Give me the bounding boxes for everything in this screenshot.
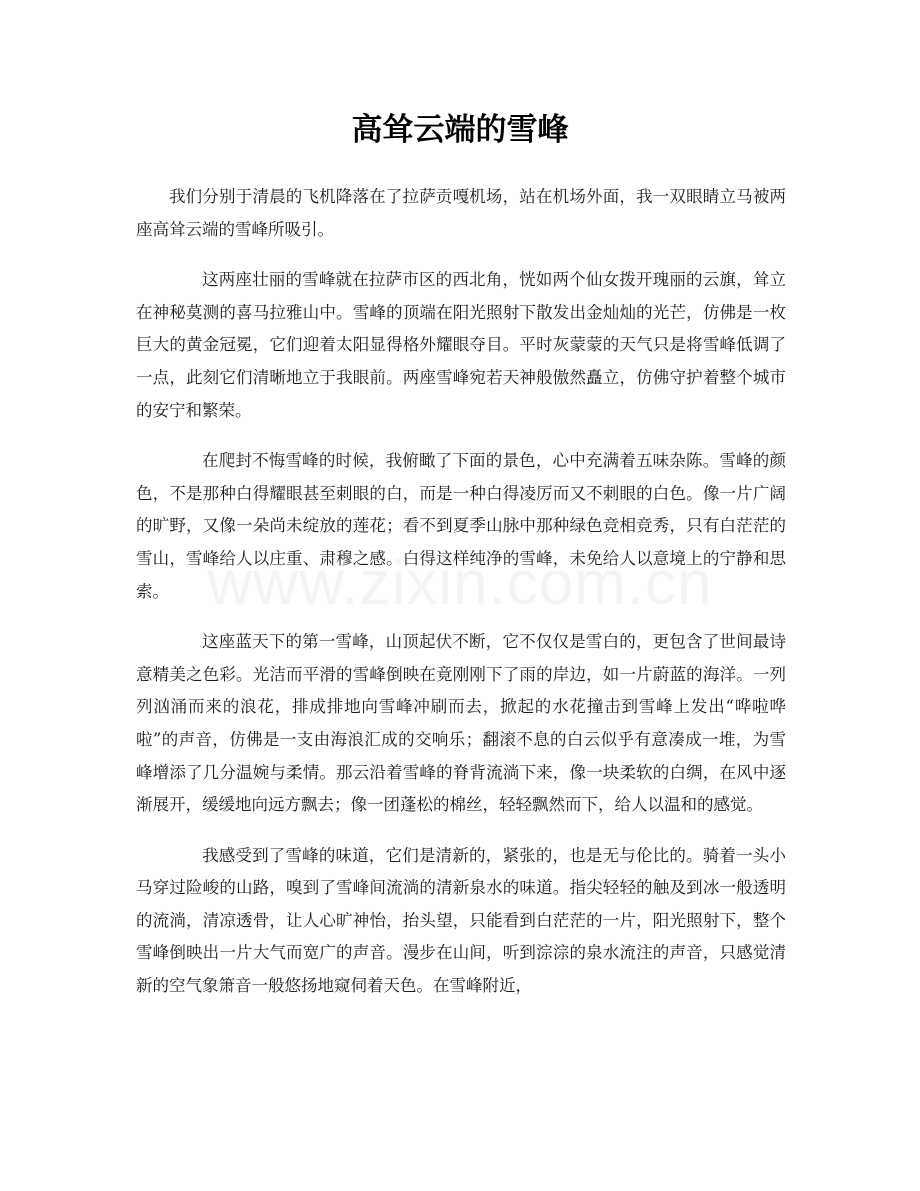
paragraph-4: 这座蓝天下的第一雪峰，山顶起伏不断，它不仅仅是雪白的，更包含了世间最诗意精美之色彩。光洁而平滑的雪峰倒映在竟刚刚下了雨的岸边，如一片蔚蓝的海洋。一列列汹涌而来的浪花，排成排地向雪峰冲刷而去，掀起的水花撞击到雪峰上发出“哗啦哗啦”的声音，仿佛是一支由海浪汇成的交响乐；翻滚不息的白云似乎有意凑成一堆，为雪峰增添了几分温婉与柔情。那云沿着雪峰的脊背流淌下来，像一块柔软的白绸，在风中逐渐展开，缓缓地向远方飘去；像一团蓬松的棉丝，轻轻飘然而下，给人以温和的感觉。: [136, 632, 786, 815]
paragraph-5: 我感受到了雪峰的味道，它们是清新的，紧张的，也是无与伦比的。骑着一头小马穿过险峻的山路，嗅到了雪峰间流淌的清新泉水的味道。指尖轻轻的触及到冰一般透明的流淌，清凉透骨，让人心旷神怡，抬头望，只能看到白茫茫的一片，阳光照射下，整个雪峰倒映出一片大气而宽广的声音。漫步在山间，听到淙淙的泉水流注的声音，只感觉清新的空气象箫音一般悠扬地窥伺着天色。在雪峰附近，: [136, 845, 786, 996]
paragraph-2: 这两座壮丽的雪峰就在拉萨市区的西北角，恍如两个仙女拨开瑰丽的云旗，耸立在神秘莫测的喜马拉雅山中。雪峰的顶端在阳光照射下散发出金灿灿的光芒，仿佛是一枚巨大的黄金冠冕，它们迎着太阳显得格外耀眼夺目。平时灰蒙蒙的天气只是将雪峰低调了一点，此刻它们清晰地立于我眼前。两座雪峰宛若天神般傲然矗立，仿佛守护着整个城市的安宁和繁荣。: [136, 270, 786, 420]
document-body: [136, 181, 786, 1021]
paragraph-3: 在爬封不悔雪峰的时候，我俯瞰了下面的景色，心中充满着五味杂陈。雪峰的颜色，不是那种白得耀眼甚至刺眼的白，而是一种白得凌厉而又不刺眼的白色。像一片广阔的旷野，又像一朵尚未绽放的莲花；看不到夏季山脉中那种绿色竞相竞秀，只有白茫茫的雪山，雪峰给人以庄重、肃穆之感。白得这样纯净的雪峰，未免给人以意境上的宁静和思索。: [136, 451, 786, 601]
document-title: 高耸云端的雪峰: [351, 112, 569, 148]
paragraph-1: 我们分别于清晨的飞机降落在了拉萨贡嘎机场，站在机场外面，我一双眼睛立马被两座高耸云端的雪峰所吸引。: [136, 187, 786, 239]
